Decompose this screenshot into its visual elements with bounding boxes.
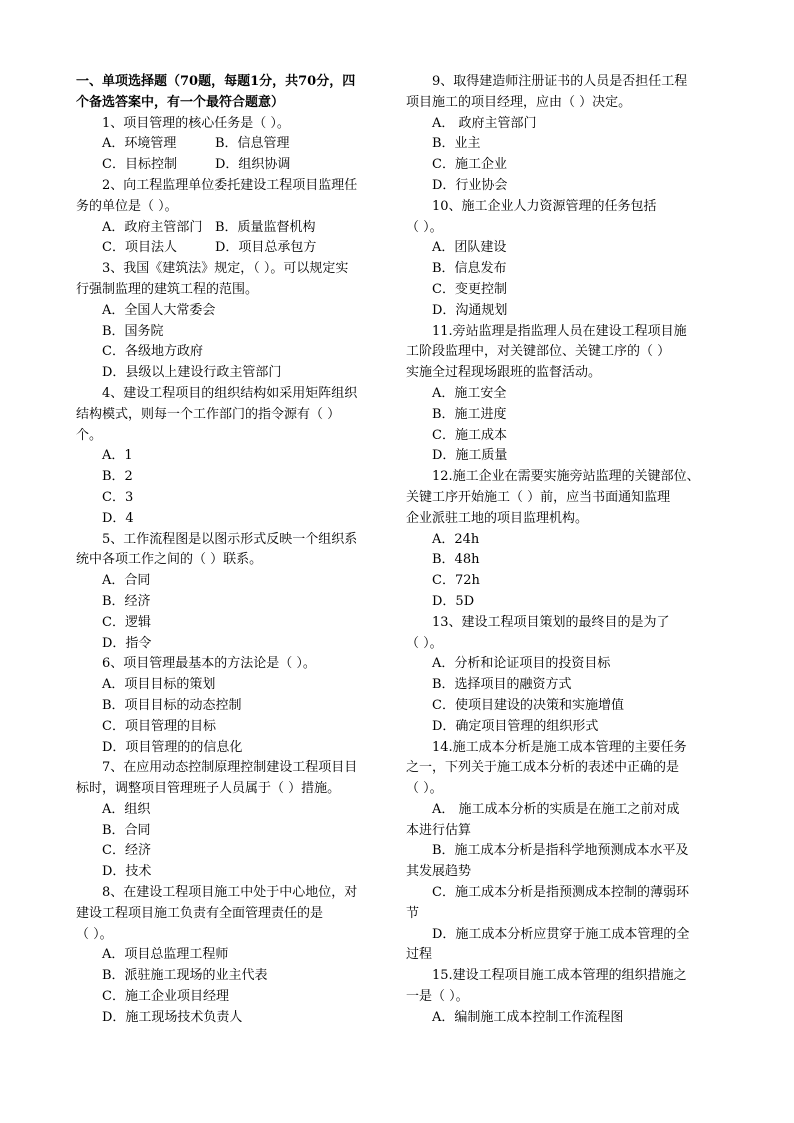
question-text-line: 12.施工企业在需要实施旁站监理的关键部位、 bbox=[432, 469, 700, 485]
option: B．信息发布 bbox=[432, 261, 507, 277]
question-text-line: 务的单位是（ ）。 bbox=[76, 198, 178, 214]
question-text-line: 之一，下列关于施工成本分析的表述中正确的是 bbox=[406, 760, 680, 776]
option: D．项目总承包方 bbox=[215, 240, 317, 256]
question-text-line: 关键工序开始施工（ ）前，应当书面通知监理 bbox=[406, 489, 671, 505]
option: D．行业协会 bbox=[432, 177, 508, 193]
option: C．项目法人 bbox=[102, 240, 177, 256]
section-title-line: 一、单项选择题（70题，每题1分，共70分，四 bbox=[76, 74, 356, 89]
question-text-line: 工阶段监理中，对关键部位、关键工序的（ ） bbox=[406, 344, 671, 360]
question-text-line: 11.旁站监理是指监理人员在建设工程项目施 bbox=[432, 323, 687, 339]
option: C．逻辑 bbox=[102, 614, 151, 630]
question-text-line: 3、我国《建筑法》规定，（ ）。可以规定实 bbox=[102, 261, 349, 277]
question-text-line: 4、建设工程项目的组织结构如采用矩阵组织 bbox=[102, 385, 358, 401]
option-line: 节 bbox=[406, 905, 420, 921]
option: C．施工企业项目经理 bbox=[102, 989, 229, 1005]
option: A．项目总监理工程师 bbox=[102, 947, 229, 963]
question-text-line: 15.建设工程项目施工成本管理的组织措施之 bbox=[432, 968, 687, 984]
option: B．经济 bbox=[102, 593, 151, 609]
question-text-line: 建设工程项目施工负责有全面管理责任的是 bbox=[76, 905, 324, 921]
question-block bbox=[76, 259, 388, 384]
question-block bbox=[406, 613, 718, 738]
question-text-line: 一是（ ）。 bbox=[406, 989, 469, 1005]
option: D．确定项目管理的组织形式 bbox=[432, 718, 599, 734]
option: D．指令 bbox=[102, 635, 152, 651]
right-column bbox=[406, 72, 718, 1029]
option: D．5D bbox=[432, 593, 475, 609]
question-text-line: 结构模式，则每一个工作部门的指令源有（ ） bbox=[76, 406, 341, 422]
question-block bbox=[406, 72, 718, 197]
question-text-line: 7、在应用动态控制原理控制建设工程项目目 bbox=[102, 760, 358, 776]
option: C．变更控制 bbox=[432, 281, 507, 297]
option: B．选择项目的融资方式 bbox=[432, 677, 572, 693]
question-text-line: 14.施工成本分析是施工成本管理的主要任务 bbox=[432, 739, 687, 755]
question-block bbox=[406, 322, 718, 468]
question-block bbox=[76, 758, 388, 883]
option: D．技术 bbox=[102, 864, 152, 880]
option: A．政府主管部门 bbox=[102, 219, 203, 235]
section-title-line: 个备选答案中，有一个最符合题意） bbox=[76, 94, 285, 110]
option-line: B．施工成本分析是指科学地预测成本水平及 bbox=[432, 843, 689, 859]
question-text-line: 6、项目管理最基本的方法论是（ ）。 bbox=[102, 656, 316, 672]
question-text-line: （ ）。 bbox=[406, 781, 443, 797]
option-line: A． 施工成本分析的实质是在施工之前对成 bbox=[432, 801, 680, 817]
question-text-line: 行强制监理的建筑工程的范围。 bbox=[76, 281, 259, 297]
question-text-line: （ ）。 bbox=[406, 635, 443, 651]
question-text-line: 10、施工企业人力资源管理的任务包括 bbox=[432, 198, 657, 214]
option: B．业主 bbox=[432, 136, 481, 152]
option: D．组织协调 bbox=[215, 157, 291, 173]
option: A．24h bbox=[432, 531, 480, 547]
question-text-line: 5、工作流程图是以图示形式反映一个组织系 bbox=[102, 531, 358, 547]
option: D．项目管理的的信息化 bbox=[102, 739, 243, 755]
question-text-line: 9、取得建造师注册证书的人员是否担任工程 bbox=[432, 74, 688, 89]
option: A．团队建设 bbox=[432, 240, 507, 256]
option: C．使项目建设的决策和实施增值 bbox=[432, 697, 624, 713]
option: B．2 bbox=[102, 469, 133, 485]
option: D．县级以上建设行政主管部门 bbox=[102, 365, 282, 381]
question-block bbox=[406, 197, 718, 322]
option: A．分析和论证项目的投资目标 bbox=[432, 656, 611, 672]
option-row bbox=[76, 155, 388, 176]
option: A．项目目标的策划 bbox=[102, 677, 216, 693]
option: D．沟通规划 bbox=[432, 302, 508, 318]
question-text-line: 项目施工的项目经理，应由（ ）决定。 bbox=[406, 94, 632, 110]
option: D．施工质量 bbox=[432, 448, 508, 464]
question-text-line: 1、项目管理的核心任务是（ ）。 bbox=[102, 115, 290, 131]
option: B．国务院 bbox=[102, 323, 164, 339]
option-line: 过程 bbox=[406, 947, 433, 963]
question-text-line: 实施全过程现场跟班的监督活动。 bbox=[406, 365, 602, 381]
option: B．合同 bbox=[102, 822, 151, 838]
question-block bbox=[76, 114, 388, 176]
option-line: 其发展趋势 bbox=[406, 864, 472, 880]
question-text-line: 8、在建设工程项目施工中处于中心地位，对 bbox=[102, 885, 358, 901]
question-block bbox=[76, 530, 388, 655]
option-line: C．施工成本分析是指预测成本控制的薄弱环 bbox=[432, 885, 689, 901]
option-row bbox=[76, 134, 388, 155]
option: A．合同 bbox=[102, 573, 151, 589]
question-block bbox=[76, 654, 388, 758]
option: B．信息管理 bbox=[215, 136, 290, 152]
option-line: D．施工成本分析应贯穿于施工成本管理的全 bbox=[432, 926, 690, 942]
option-row bbox=[76, 218, 388, 239]
option: A．1 bbox=[102, 448, 133, 464]
question-block bbox=[76, 384, 388, 530]
option: A．全国人大常委会 bbox=[102, 302, 216, 318]
option: A．施工安全 bbox=[432, 385, 507, 401]
option: B．48h bbox=[432, 552, 480, 568]
option: A．组织 bbox=[102, 801, 151, 817]
option: B．派驻施工现场的业主代表 bbox=[102, 968, 268, 984]
question-text-line: （ ）。 bbox=[76, 926, 113, 942]
option: A． 政府主管部门 bbox=[432, 115, 537, 131]
option: B．质量监督机构 bbox=[215, 219, 316, 235]
option: B．施工进度 bbox=[432, 406, 507, 422]
option-line: 本进行估算 bbox=[406, 822, 472, 838]
question-text-line: （ ）。 bbox=[406, 219, 443, 235]
question-text-line: 2、向工程监理单位委托建设工程项目监理任 bbox=[102, 177, 358, 193]
option: C．施工企业 bbox=[432, 157, 507, 173]
option: B．项目目标的动态控制 bbox=[102, 697, 242, 713]
question-block bbox=[406, 966, 718, 1028]
question-text-line: 企业派驻工地的项目监理机构。 bbox=[406, 510, 589, 526]
option: C．施工成本 bbox=[432, 427, 507, 443]
option: C．目标控制 bbox=[102, 157, 177, 173]
option: A．环境管理 bbox=[102, 136, 177, 152]
left-column bbox=[76, 72, 388, 1029]
question-text-line: 13、建设工程项目策划的最终目的是为了 bbox=[432, 614, 670, 630]
option: C．项目管理的目标 bbox=[102, 718, 216, 734]
option: D．4 bbox=[102, 510, 134, 526]
question-text-line: 统中各项工作之间的（ ）联系。 bbox=[76, 552, 263, 568]
question-block bbox=[76, 883, 388, 1029]
question-block bbox=[406, 738, 718, 967]
option: C．3 bbox=[102, 489, 134, 505]
option: D．施工现场技术负责人 bbox=[102, 1009, 243, 1025]
option: A．编制施工成本控制工作流程图 bbox=[432, 1009, 624, 1025]
option: C．各级地方政府 bbox=[102, 344, 203, 360]
option: C．72h bbox=[432, 573, 480, 589]
option-row bbox=[76, 238, 388, 259]
question-text-line: 标时，调整项目管理班子人员属于（ ）措施。 bbox=[76, 781, 341, 797]
question-block bbox=[406, 467, 718, 613]
question-text-line: 个。 bbox=[76, 427, 103, 443]
question-block bbox=[76, 176, 388, 259]
option: C．经济 bbox=[102, 843, 151, 859]
